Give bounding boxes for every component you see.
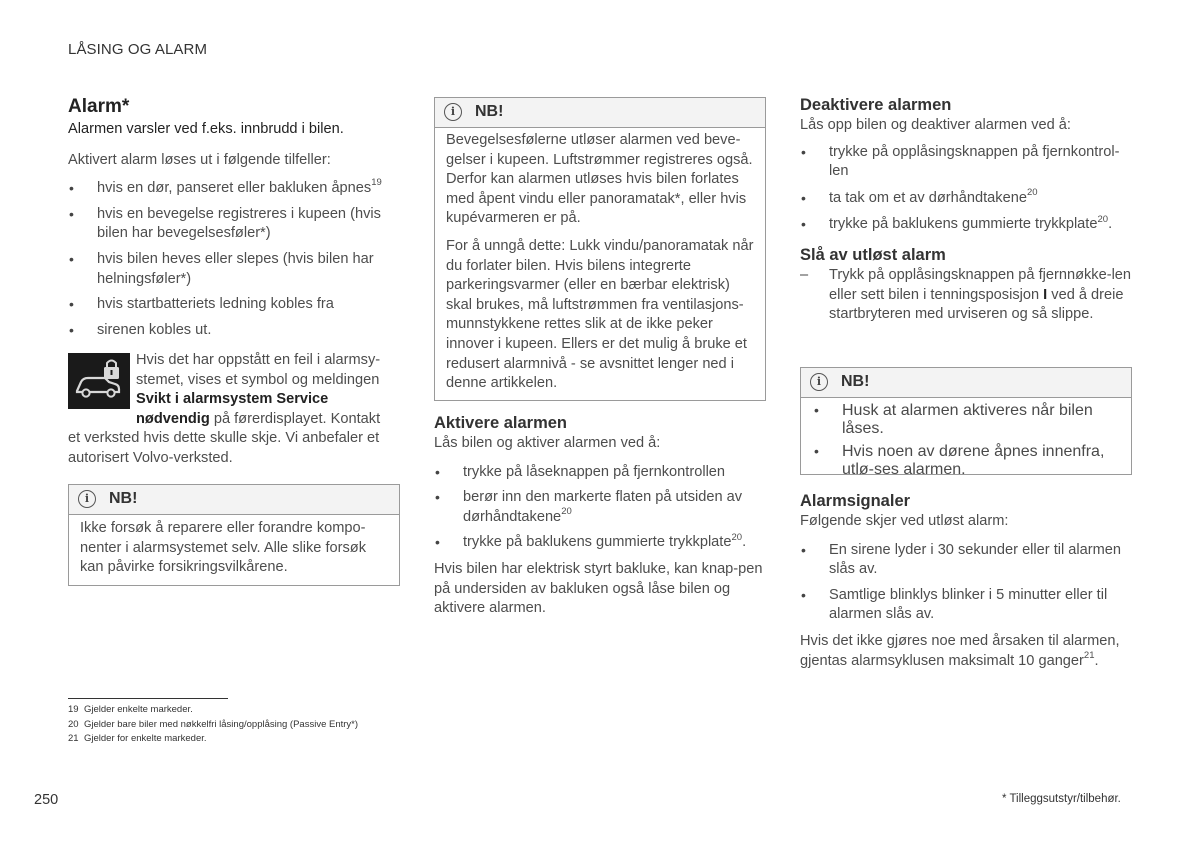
list-item: – Trykk på opplåsingsknappen på fjernnøkke-len eller sett bilen i tenningsposisjon I ved å dreie startbryteren med urviseren og så slippe. (800, 266, 1132, 325)
list-item: • trykke på baklukens gummierte trykkplate$^{20}$. (434, 533, 766, 553)
list-item: • trykke på baklukens gummierte trykkplate$^{20}$. (800, 215, 1132, 235)
activate-list (434, 463, 766, 553)
alarm-subtitle: Alarmen varsler ved f.eks. innbrudd i bilen. (68, 121, 344, 137)
nb-list (801, 398, 1131, 479)
fault-text-bottom: et verksted hvis dette skulle skje. Vi anbefaler et autorisert Volvo-verksted. (68, 430, 380, 466)
nb-box-motion-sensors (434, 97, 766, 401)
left-column (68, 95, 400, 340)
list-item: • Husk at alarmen aktiveres når bilen låses. (813, 402, 1120, 438)
right-column-bottom (800, 491, 1132, 671)
nb-title: NB! (841, 373, 870, 390)
middle-column (434, 413, 766, 619)
deactivate-list (800, 143, 1132, 235)
list-item: • En sirene lyder i 30 sekunder eller til alarmen slås av. (800, 541, 1132, 580)
fault-message-end: nødvendig (136, 410, 210, 427)
signals-outro: Hvis det ikke gjøres noe med årsaken til alarmen, gjentas alarmsyklusen maksimalt 10 ganger$^{21}$. (800, 632, 1120, 669)
trigger-off-title: Slå av utløst alarm (800, 245, 946, 264)
signals-title: Alarmsignaler (800, 492, 911, 510)
nb-header (801, 368, 1131, 398)
list-item: • Samtlige blinklys blinker i 5 minutter eller til alarmen slås av. (800, 586, 1132, 625)
nb-title: NB! (475, 103, 504, 120)
page-number: 250 (34, 792, 59, 808)
list-item: • hvis startbatteriets ledning kobles fra (68, 295, 400, 315)
nb-text: Ikke forsøk å reparere eller forandre kompo-nenter i alarmsystemet selv. Alle slike forsøk kan påvirke forsikringsvilkårene. (80, 520, 367, 576)
list-item: • berør inn den markerte flaten på utsiden av dørhåndtakene$^{20}$ (434, 488, 766, 527)
nb-header (69, 485, 399, 515)
fault-text-line: Hvis det har oppstått en feil i alarmsy- (136, 352, 381, 368)
list-item: • trykke på opplåsingsknappen på fjernkontrol-len (800, 143, 1132, 182)
activate-outro: Hvis bilen har elektrisk styrt bakluke, kan knap-pen på undersiden av bakluken også låse bilen og aktivere alarmen. (434, 560, 763, 617)
right-column-top (800, 95, 1132, 325)
fault-message: Svikt i alarmsystem Service (136, 391, 329, 408)
activate-title: Aktivere alarmen (434, 414, 567, 432)
activate-intro: Lås bilen og aktiver alarmen ved å: (434, 435, 661, 451)
footnote: 19 Gjelder enkelte markeder. (68, 704, 193, 715)
fault-text-top (136, 351, 400, 429)
footnote: 20 Gjelder bare biler med nøkkelfri låsing/opplåsing (Passive Entry*) (68, 718, 359, 730)
nb-box-repair (68, 484, 400, 586)
footnotes (68, 703, 358, 747)
deactivate-title: Deaktivere alarmen (800, 96, 952, 114)
nb-title: NB! (109, 490, 138, 507)
trigger-off-steps (800, 266, 1132, 325)
signals-intro: Følgende skjer ved utløst alarm: (800, 513, 1009, 529)
alarm-title: Alarm* (68, 96, 130, 117)
alarm-trigger-list (68, 179, 400, 340)
accessory-note: * Tilleggsutstyr/tilbehør. (1002, 793, 1121, 805)
alarm-system-symbol (68, 353, 130, 409)
alarm-intro: Aktivert alarm løses ut i følgende tilfeller: (68, 151, 331, 168)
deactivate-intro: Lås opp bilen og deaktiver alarmen ved å: (800, 117, 1071, 133)
list-item: • Hvis noen av dørene åpnes innenfra, utlø-ses alarmen. (813, 443, 1120, 479)
nb-header (435, 98, 765, 128)
info-icon: i (78, 490, 96, 508)
nb-paragraph: For å unngå dette: Lukk vindu/panoramatak når du forlater bilen. Hvis bilens integrerte parkeringsvarmer (eller en bærbar elektrisk) skal brukes, må luftstrømmen fra ventilasjons-munnstykkene rettes slik at de ikke peker innover i kupeen. Ellers er det mulig å bruke et redusert alarmnivå - se avsnittet lenger ned i denne artikkelen. (446, 237, 754, 392)
list-item: • trykke på låseknappen på fjernkontrollen (434, 463, 766, 483)
page-header: LÅSING OG ALARM (68, 41, 208, 58)
list-item: • hvis en dør, panseret eller bakluken åpnes$^{19}$ (68, 179, 400, 199)
list-item: • hvis en bevegelse registreres i kupeen (hvis bilen har bevegelsesføler*) (68, 205, 400, 244)
list-item: • sirenen kobles ut. (68, 321, 400, 341)
info-icon: i (810, 373, 828, 391)
list-item: • hvis bilen heves eller slepes (hvis bilen har helningsføler*) (68, 250, 400, 289)
footnote-divider (68, 698, 228, 699)
footnote: 21 Gjelder for enkelte markeder. (68, 733, 207, 744)
nb-paragraph: Bevegelsesfølerne utløser alarmen ved beve-gelser i kupeen. Luftstrømmer registreres også. Derfor kan alarmen utløses hvis bilen forlates med åpent vindu eller panoramatak*, eller hvis kupévarmeren er på. (446, 132, 753, 227)
nb-box-reminder (800, 367, 1132, 478)
nb-text (435, 128, 765, 394)
signals-list (800, 541, 1132, 625)
fault-text-line: stemet, vises et symbol og meldingen (136, 371, 380, 388)
fault-text-line: på førerdisplayet. Kontakt (209, 410, 381, 427)
car-lock-icon (68, 353, 130, 409)
list-item: • ta tak om et av dørhåndtakene$^{20}$ (800, 189, 1132, 209)
info-icon: i (444, 103, 462, 121)
